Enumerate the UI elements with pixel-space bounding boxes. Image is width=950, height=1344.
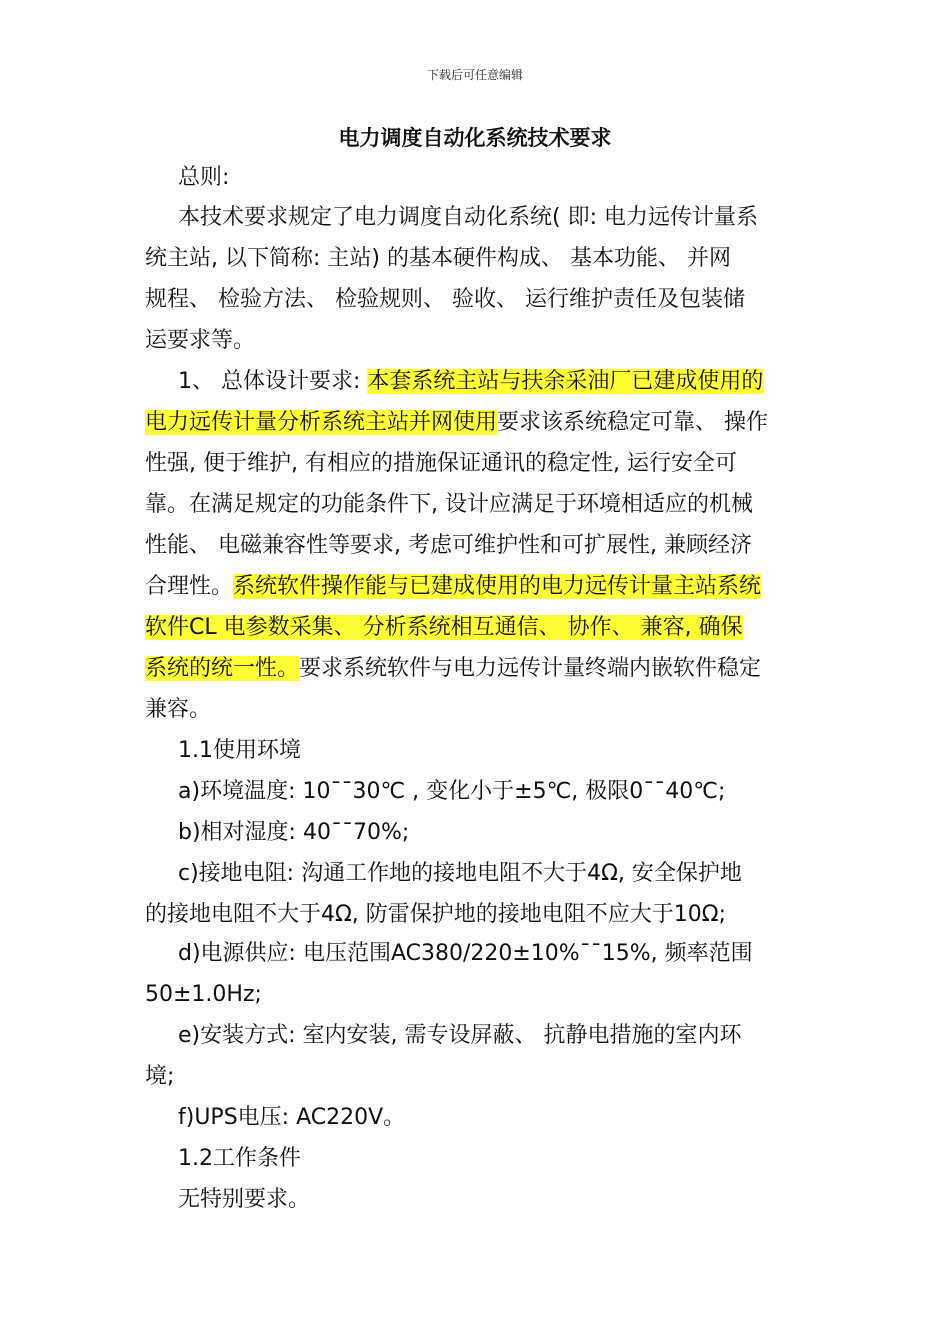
section-general-heading: 总则: — [178, 165, 230, 190]
section-1-2-heading: 1.2工作条件 — [178, 1146, 301, 1171]
list-item-continuation: 境; — [145, 1064, 175, 1089]
highlighted-text: 电力远传计量分析系统主站并网使用 — [145, 410, 498, 435]
header-note: 下载后可任意编辑 — [426, 68, 523, 82]
list-item: a)环境温度: 10¯¯30℃ , 变化小于±5℃, 极限0¯¯40℃; — [178, 779, 726, 804]
paragraph-line — [145, 649, 825, 689]
list-item: c)接地电阻: 沟通工作地的接地电阻不大于4Ω, 安全保护地 — [178, 861, 742, 886]
list-item: d)电源供应: 电压范围AC380/220±10%¯¯15%, 频率范围 — [178, 941, 753, 966]
paragraph-line: 性能、 电磁兼容性等要求, 考虑可维护性和可扩展性, 兼顾经济 — [145, 533, 752, 558]
paragraph-line: 规程、 检验方法、 检验规则、 验收、 运行维护责任及包装储 — [145, 287, 745, 312]
paragraph-line: 性强, 便于维护, 有相应的措施保证通讯的稳定性, 运行安全可 — [145, 451, 737, 476]
paragraph-text: 合理性。 — [145, 574, 234, 599]
highlighted-text: 系统软件操作能与已建成使用的电力远传计量主站系统 — [233, 574, 762, 599]
paragraph-line: 本技术要求规定了电力调度自动化系统( 即: 电力远传计量系 — [178, 205, 758, 230]
list-item: b)相对湿度: 40¯¯70%; — [178, 820, 410, 845]
paragraph-line — [145, 567, 825, 607]
list-item-continuation: 50±1.0Hz; — [145, 982, 262, 1007]
document-title: 电力调度自动化系统技术要求 — [338, 126, 612, 150]
highlighted-text: 本套系统主站与扶余采油厂已建成使用的 — [367, 369, 764, 394]
paragraph-line: 靠。在满足规定的功能条件下, 设计应满足于环境相适应的机械 — [145, 492, 753, 517]
paragraph-line: 运要求等。 — [145, 328, 256, 353]
paragraph-line: 兼容。 — [145, 697, 212, 722]
paragraph-line: 统主站, 以下简称: 主站) 的基本硬件构成、 基本功能、 并网 — [145, 246, 731, 271]
list-item: f)UPS电压: AC220V。 — [178, 1105, 406, 1130]
highlighted-text: 软件CL 电参数采集、 分析系统相互通信、 协作、 兼容, 确保 — [145, 615, 743, 640]
list-item-continuation: 的接地电阻不大于4Ω, 防雷保护地的接地电阻不应大于10Ω; — [145, 902, 727, 927]
paragraph-line — [145, 608, 825, 648]
section-1-heading: 1、 总体设计要求: — [178, 369, 368, 394]
paragraph-line: 无特别要求。 — [178, 1187, 311, 1212]
paragraph-text: 要求系统软件与电力远传计量终端内嵌软件稳定 — [299, 656, 762, 681]
section-1-1-heading: 1.1使用环境 — [178, 738, 301, 763]
paragraph-text: 要求该系统稳定可靠、 操作 — [497, 410, 769, 435]
paragraph-line — [145, 403, 825, 443]
paragraph-line — [178, 362, 858, 402]
highlighted-text: 系统的统一性。 — [145, 656, 300, 681]
list-item: e)安装方式: 室内安装, 需专设屏蔽、 抗静电措施的室内环 — [178, 1023, 742, 1048]
